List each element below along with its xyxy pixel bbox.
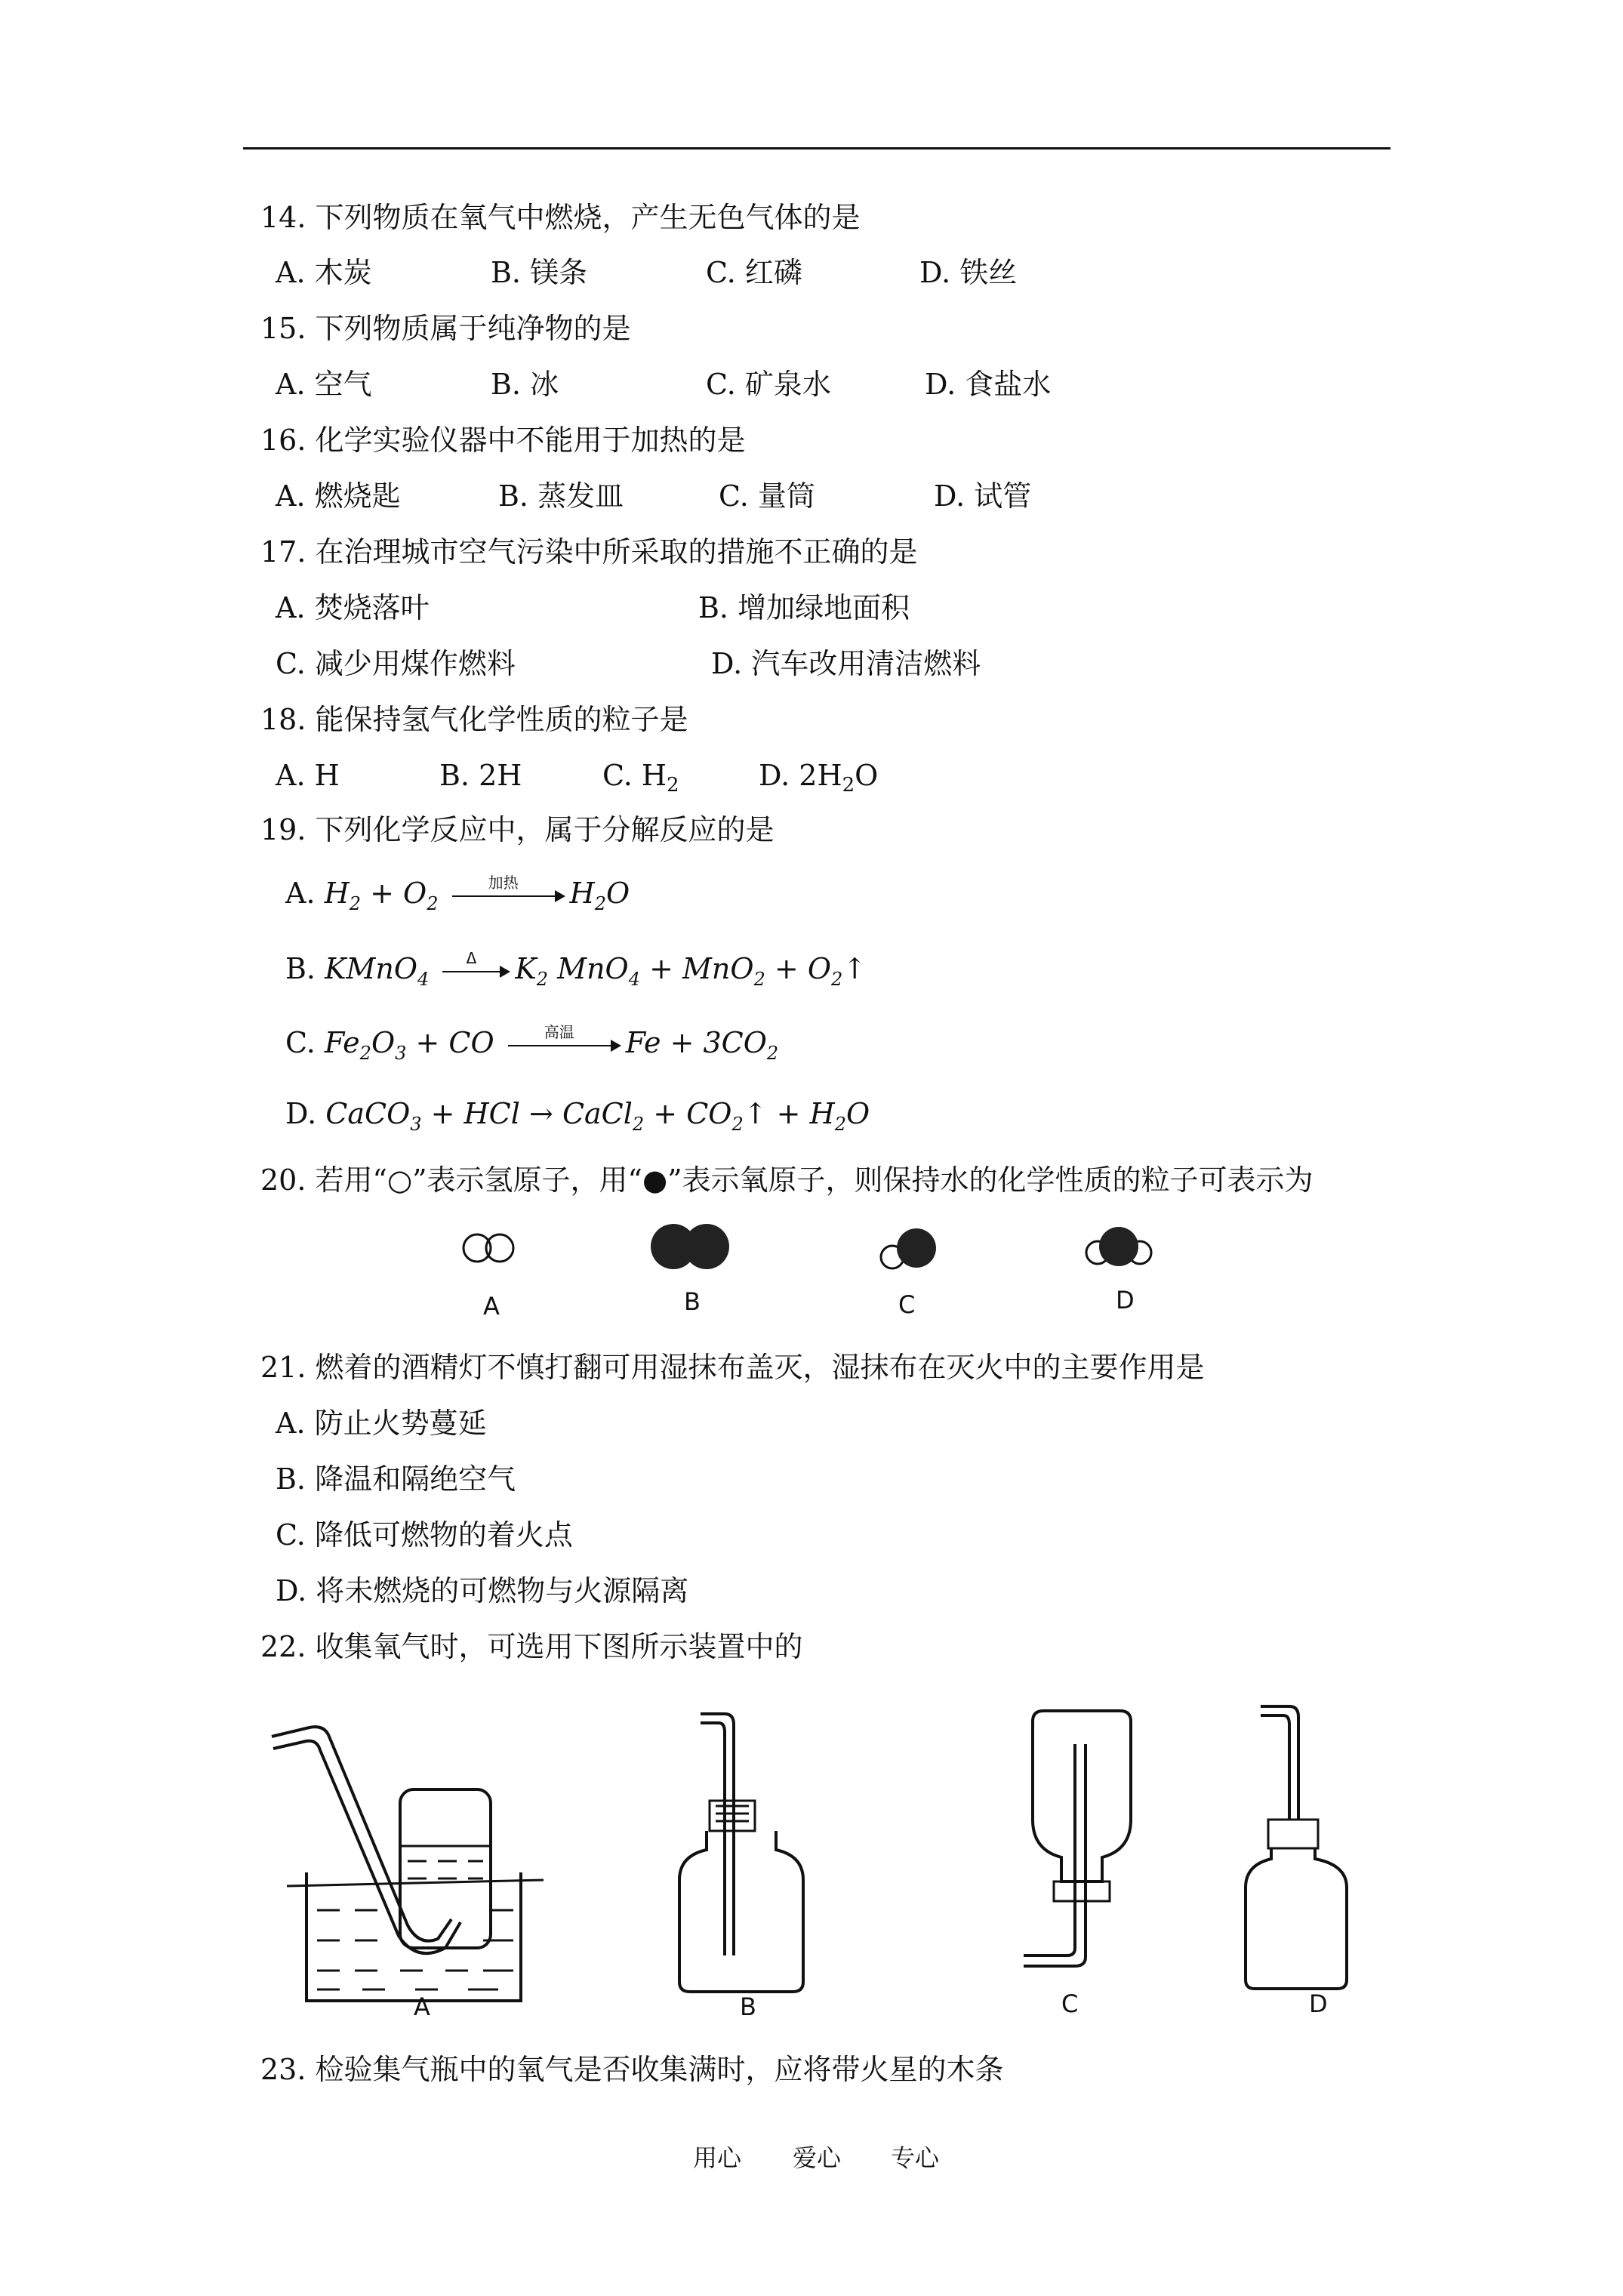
- question-22: 22. 收集氧气时，可选用下图所示装置中的: [260, 1630, 803, 1663]
- molecule-label-b: B: [684, 1287, 701, 1316]
- option-15-d: D. 食盐水: [925, 368, 1052, 401]
- option-14-b: B. 镁条: [491, 256, 588, 289]
- option-15-b: B. 冰: [491, 368, 559, 401]
- option-21-a: A. 防止火势蔓延: [276, 1407, 487, 1440]
- reaction-arrow: Δ: [442, 953, 510, 991]
- apparatus-b: [679, 1714, 803, 1992]
- molecule-label-d: D: [1116, 1286, 1135, 1314]
- question-16: 16. 化学实验仪器中不能用于加热的是: [260, 424, 746, 457]
- option-17-b: B. 增加绿地面积: [698, 591, 910, 624]
- option-16-b: B. 蒸发皿: [498, 479, 624, 513]
- option-21-b: B. 降温和隔绝空气: [276, 1462, 516, 1496]
- molecule-label-c: C: [898, 1290, 916, 1319]
- apparatus-figure: [257, 1684, 1389, 2031]
- equation-b: B. KMnO$_4$ Δ $K_2$ $MnO_4 + MnO_2 + O_2↑$: [285, 948, 867, 990]
- question-15: 15. 下列物质属于纯净物的是: [260, 312, 631, 345]
- option-16-c: C. 量筒: [719, 479, 815, 513]
- reaction-arrow: 加热: [452, 877, 565, 915]
- question-18: 18. 能保持氢气化学性质的粒子是: [260, 703, 688, 736]
- apparatus-d: [1246, 1706, 1347, 1989]
- option-15-c: C. 矿泉水: [706, 368, 831, 401]
- molecule-c: [881, 1228, 936, 1268]
- molecule-a: [463, 1234, 513, 1262]
- apparatus-label-c: C: [1061, 1989, 1079, 2018]
- option-18-b: B. 2H: [439, 759, 522, 792]
- option-18-d: D. $2H_2O$: [759, 759, 879, 797]
- option-14-a: A. 木炭: [276, 256, 372, 289]
- equation-a: A. $H_2 + O_2$ 加热 $H_2O$: [285, 873, 630, 914]
- question-21: 21. 燃着的酒精灯不慎打翻可用湿抹布盖灭，湿抹布在灭火中的主要作用是: [260, 1351, 1205, 1384]
- option-17-d: D. 汽车改用清洁燃料: [711, 647, 981, 680]
- apparatus-c: [1024, 1711, 1131, 1966]
- option-14-c: C. 红磷: [706, 256, 802, 289]
- apparatus-label-b: B: [740, 1992, 756, 2021]
- apparatus-label-d: D: [1309, 1989, 1328, 2018]
- apparatus-a: [272, 1727, 544, 2001]
- question-19: 19. 下列化学反应中，属于分解反应的是: [260, 813, 775, 846]
- equation-d: D. CaCO$_3$ + HCl → CaCl$_2$ + $CO_2↑ + H_2O$: [285, 1097, 870, 1135]
- footer-text-2: 爱心: [793, 2143, 842, 2172]
- question-23: 23. 检验集气瓶中的氧气是否收集满时，应将带火星的木条: [260, 2053, 1004, 2086]
- molecule-d: [1086, 1227, 1151, 1266]
- option-21-c: C. 降低可燃物的着火点: [276, 1518, 573, 1552]
- footer-text-3: 专心: [891, 2143, 940, 2172]
- footer-text-1: 用心: [693, 2143, 742, 2172]
- option-16-a: A. 燃烧匙: [276, 479, 401, 513]
- option-17-c: C. 减少用煤作燃料: [276, 647, 516, 680]
- equation-c: C. $Fe_2O_3$ + CO 高温 $Fe + 3CO_2$: [285, 1022, 779, 1064]
- apparatus-label-a: A: [414, 1992, 430, 2021]
- molecule-label-a: A: [483, 1292, 500, 1321]
- option-18-c: C. $H_2$: [602, 759, 679, 797]
- header-rule: [243, 147, 1390, 149]
- molecule-b: [651, 1224, 729, 1269]
- question-14: 14. 下列物质在氧气中燃烧，产生无色气体的是: [260, 201, 861, 234]
- option-17-a: A. 焚烧落叶: [276, 591, 430, 624]
- question-20: 20. 若用“○”表示氢原子，用“●”表示氧原子，则保持水的化学性质的粒子可表示为: [260, 1163, 1313, 1197]
- option-14-d: D. 铁丝: [919, 256, 1018, 289]
- question-17: 17. 在治理城市空气污染中所采取的措施不正确的是: [260, 535, 918, 569]
- option-18-a: A. H: [276, 759, 340, 792]
- reaction-arrow: 高温: [508, 1027, 621, 1065]
- option-15-a: A. 空气: [276, 368, 372, 401]
- option-21-d: D. 将未燃烧的可燃物与火源隔离: [276, 1574, 689, 1607]
- option-16-d: D. 试管: [934, 479, 1032, 513]
